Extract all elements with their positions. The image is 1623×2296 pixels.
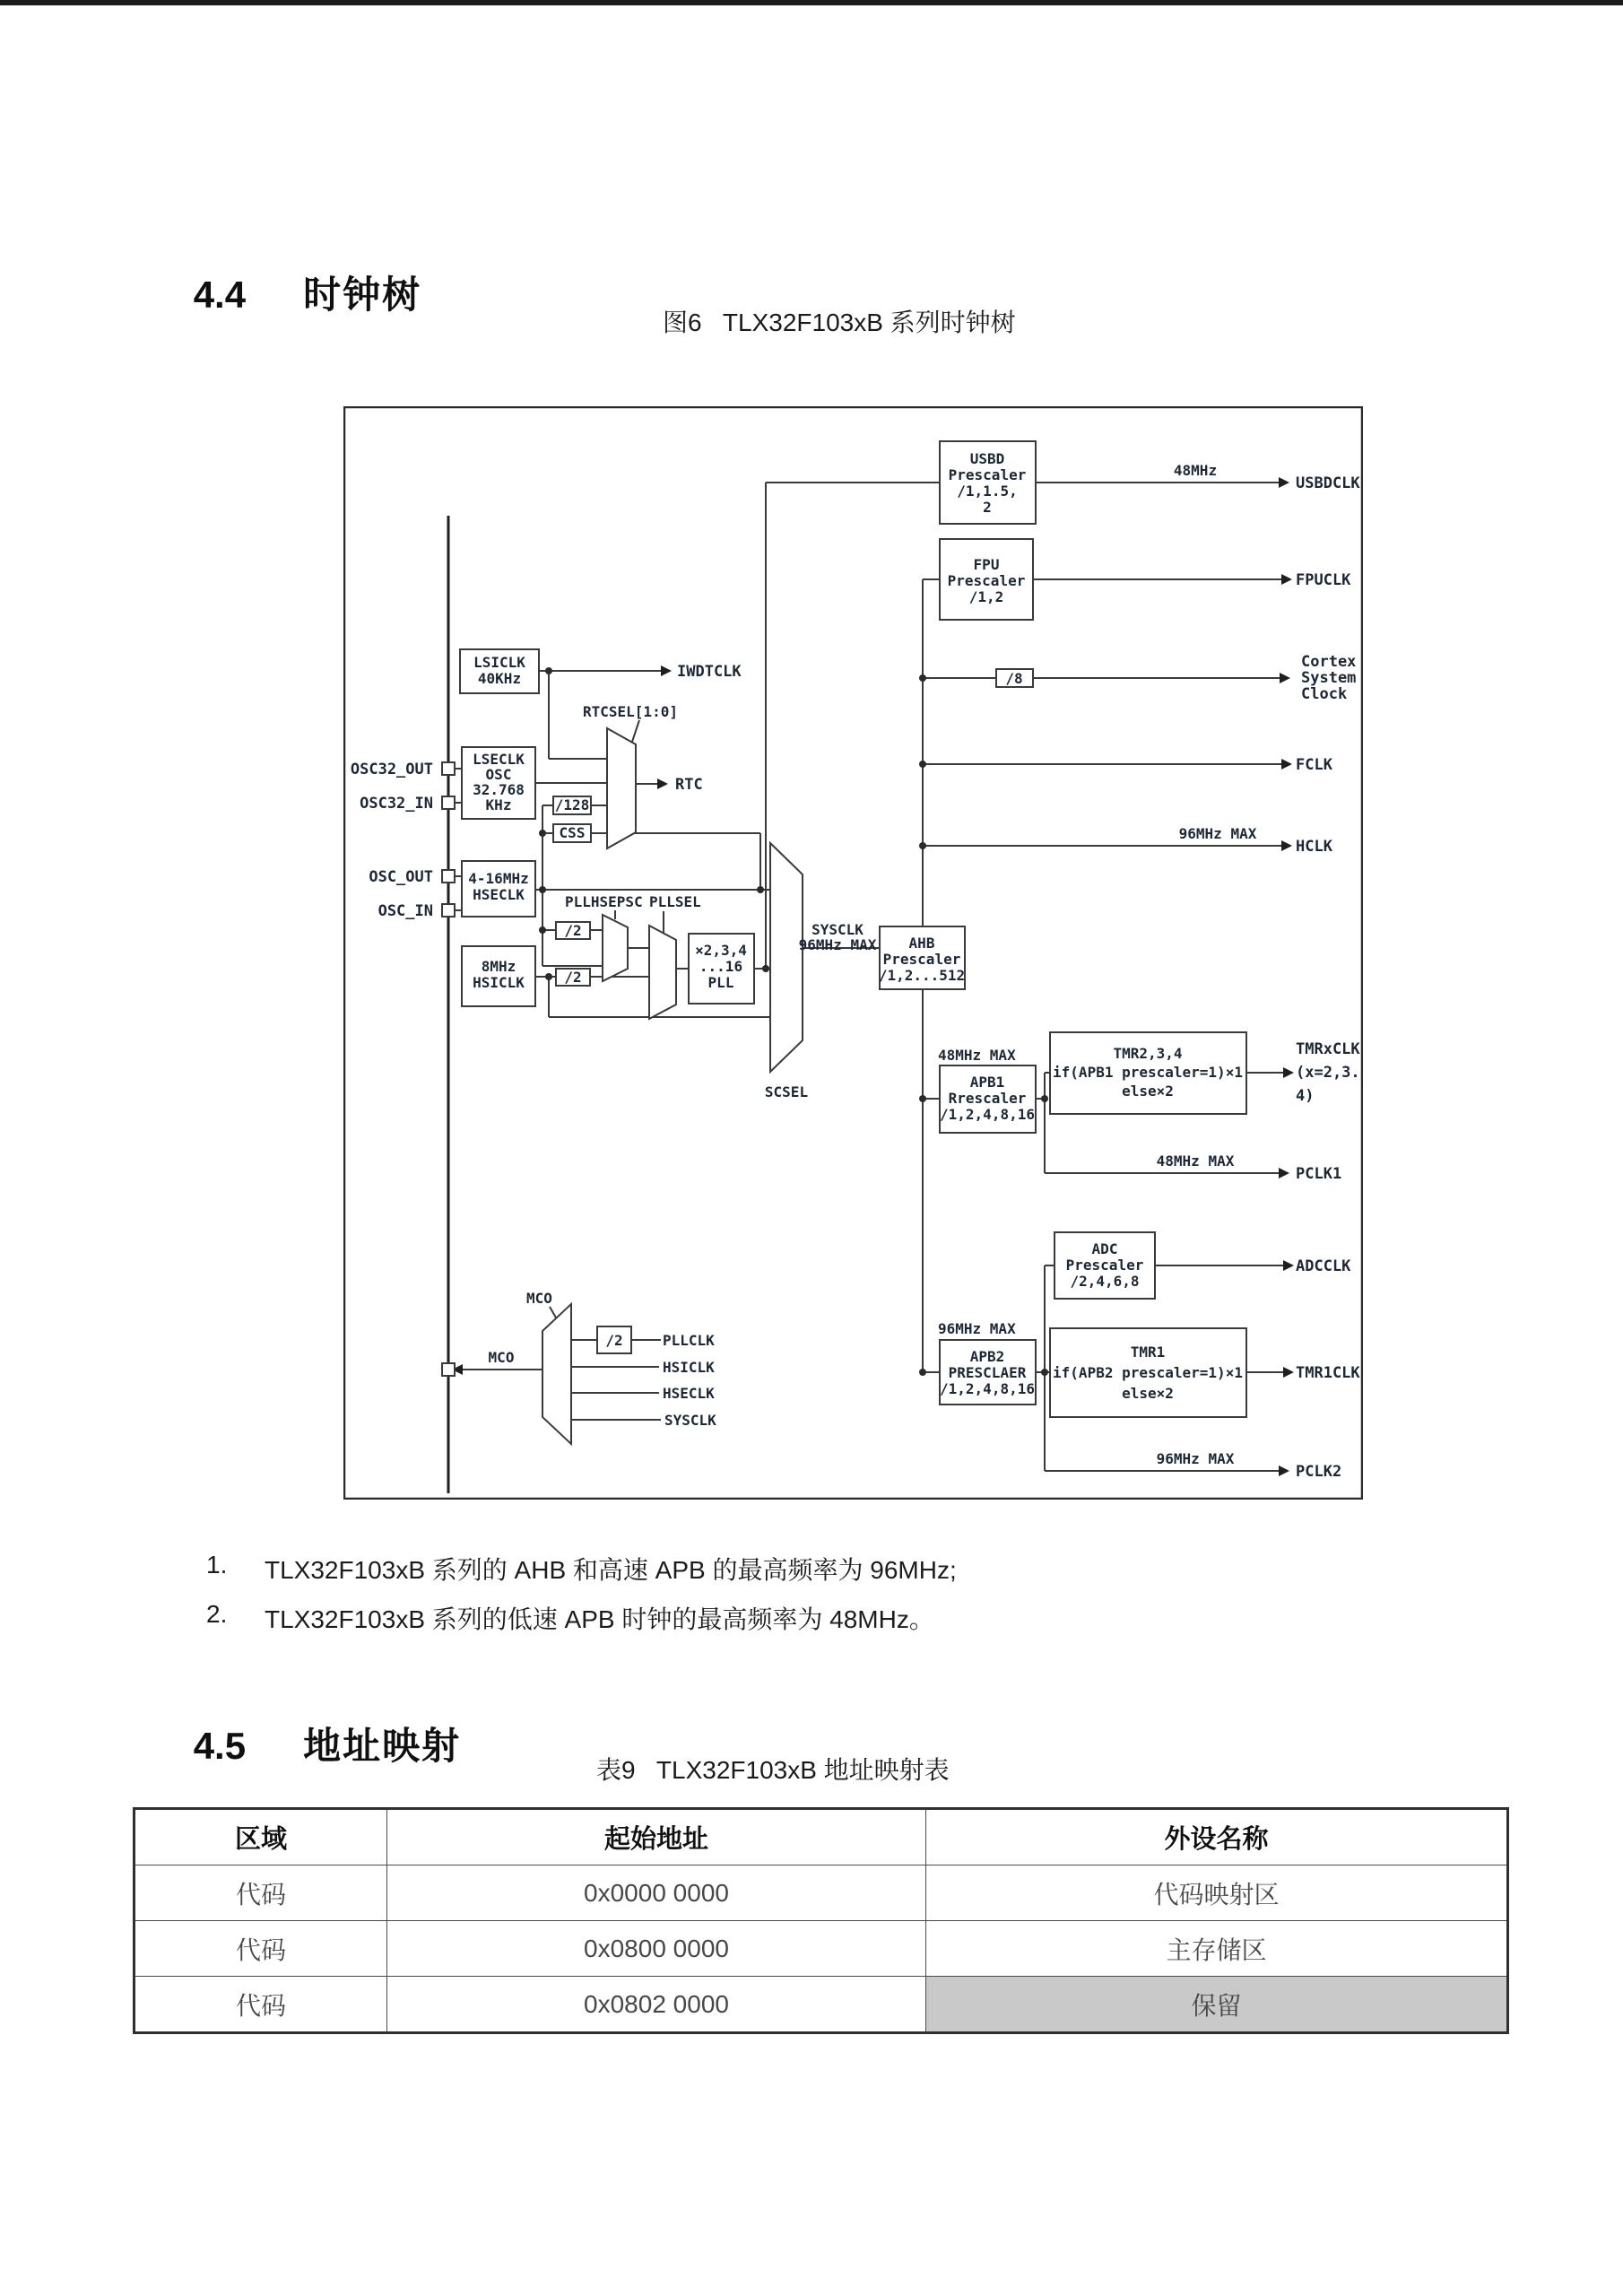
osc32-in-pin bbox=[442, 796, 455, 809]
note-2-number: 2. bbox=[206, 1600, 228, 1628]
rtcsel-label: RTCSEL[1:0] bbox=[583, 703, 678, 720]
address-map-table bbox=[133, 1807, 1509, 2034]
tmr234-line2: if(APB1 prescaler=1)×1 bbox=[1053, 1064, 1243, 1081]
cell-region: 代码 bbox=[135, 1921, 387, 1977]
fclk-label: FCLK bbox=[1296, 756, 1332, 774]
div2-hse-label: /2 bbox=[564, 922, 582, 939]
pllhsepsc-label: PLLHSEPSC bbox=[565, 893, 643, 910]
section-title: 时钟树 bbox=[303, 274, 422, 316]
note-1-text: TLX32F103xB 系列的 AHB 和高速 APB 的最高频率为 96MHz; bbox=[265, 1556, 957, 1584]
cortex-line1: Cortex bbox=[1301, 653, 1357, 671]
div128-label: /128 bbox=[554, 796, 590, 813]
cortex-line3: Clock bbox=[1301, 685, 1348, 703]
cell-region: 代码 bbox=[135, 1866, 387, 1921]
section-4-5-heading bbox=[152, 1674, 461, 1813]
adc-line1: ADC bbox=[1091, 1240, 1118, 1257]
rtc-label: RTC bbox=[675, 776, 703, 794]
osc32-out-label: OSC32_OUT bbox=[350, 761, 433, 778]
usbd-line2: Prescaler bbox=[948, 466, 1027, 483]
cell-region: 代码 bbox=[135, 1977, 387, 2033]
hse-line1: 4-16MHz bbox=[468, 870, 529, 887]
mco-hsiclk-label: HSICLK bbox=[663, 1359, 715, 1376]
tmr1-line2: if(APB2 prescaler=1)×1 bbox=[1053, 1364, 1243, 1381]
lse-line2: OSC bbox=[485, 766, 512, 783]
table-caption: 表9 TLX32F103xB 地址映射表 bbox=[596, 1756, 950, 1784]
tmr1clk-label: TMR1CLK bbox=[1296, 1364, 1360, 1382]
tmrxclk-line2: (x=2,3. bbox=[1296, 1064, 1360, 1082]
hsi-line2: HSICLK bbox=[473, 974, 525, 991]
fpu-line1: FPU bbox=[973, 556, 1000, 573]
apb2-max-label: 96MHz MAX bbox=[938, 1320, 1016, 1337]
section-number: 4.5 bbox=[193, 1725, 247, 1767]
table-row bbox=[135, 1866, 1508, 1921]
table-row bbox=[135, 1977, 1508, 2033]
pclk2-max-label: 96MHz MAX bbox=[1156, 1450, 1235, 1467]
mco-line-label: MCO bbox=[488, 1349, 515, 1366]
figure-caption: 图6 TLX32F103xB 系列时钟树 bbox=[663, 309, 1016, 336]
scsel-mux bbox=[770, 843, 803, 1072]
fpuclk-label: FPUCLK bbox=[1296, 571, 1351, 589]
hclk-label: HCLK bbox=[1296, 838, 1332, 856]
note-1-number: 1. bbox=[206, 1551, 228, 1578]
col-header-region: 区域 bbox=[135, 1809, 387, 1866]
col-header-peripheral-name: 外设名称 bbox=[926, 1809, 1508, 1866]
sysclk-label: SYSCLK bbox=[812, 921, 864, 938]
usbd-line1: USBD bbox=[969, 450, 1005, 467]
mco-pin bbox=[442, 1363, 455, 1376]
pllhsepsc-mux bbox=[603, 915, 628, 981]
div8-label: /8 bbox=[1005, 670, 1023, 687]
osc32-in-label: OSC32_IN bbox=[360, 795, 433, 813]
apb2-line3: /1,2,4,8,16 bbox=[940, 1380, 1035, 1397]
col-header-start-address: 起始地址 bbox=[387, 1809, 926, 1866]
tmrxclk-line3: 4) bbox=[1296, 1087, 1315, 1105]
hsi-line1: 8MHz bbox=[481, 958, 516, 975]
cell-start-address: 0x0802 0000 bbox=[387, 1977, 926, 2033]
cell-start-address: 0x0000 0000 bbox=[387, 1866, 926, 1921]
tmr234-line1: TMR2,3,4 bbox=[1113, 1045, 1183, 1062]
lse-line3: 32.768 bbox=[473, 781, 525, 798]
page-top-edge bbox=[0, 0, 1623, 5]
tmr234-line3: else×2 bbox=[1122, 1083, 1174, 1100]
pll-line1: ×2,3,4 bbox=[695, 942, 747, 959]
lsi-line1: LSICLK bbox=[473, 654, 525, 671]
mco-mux-label: MCO bbox=[526, 1290, 552, 1307]
apb1-line2: Rrescaler bbox=[948, 1090, 1027, 1107]
rtcsel-mux bbox=[607, 728, 636, 848]
usbdclk-label: USBDCLK bbox=[1296, 474, 1360, 492]
note-2-text: TLX32F103xB 系列的低速 APB 时钟的最高频率为 48MHz。 bbox=[265, 1605, 934, 1633]
css-label: CSS bbox=[559, 824, 586, 841]
apb2-line1: APB2 bbox=[969, 1348, 1005, 1365]
apb1-line1: APB1 bbox=[969, 1074, 1005, 1091]
osc-out-pin bbox=[442, 870, 455, 883]
mco-sysclk-label: SYSCLK bbox=[664, 1412, 716, 1429]
cell-start-address: 0x0800 0000 bbox=[387, 1921, 926, 1977]
cortex-line2: System bbox=[1301, 669, 1357, 687]
fpu-line2: Prescaler bbox=[947, 572, 1026, 589]
div2-hsi-label: /2 bbox=[564, 969, 582, 986]
cell-peripheral-name-reserved: 保留 bbox=[926, 1977, 1508, 2033]
scsel-label: SCSEL bbox=[764, 1083, 809, 1100]
cell-peripheral-name: 代码映射区 bbox=[926, 1866, 1508, 1921]
mco-div2-label: /2 bbox=[605, 1332, 623, 1349]
usbd-48mhz-label: 48MHz bbox=[1173, 462, 1218, 479]
ahb-line2: Prescaler bbox=[882, 951, 961, 968]
usbd-line3: /1,1.5, bbox=[957, 483, 1018, 500]
pllsel-label: PLLSEL bbox=[649, 893, 701, 910]
lse-line1: LSECLK bbox=[473, 751, 525, 768]
mco-hseclk-label: HSECLK bbox=[663, 1385, 715, 1402]
adcclk-label: ADCCLK bbox=[1296, 1257, 1351, 1275]
table-header-row bbox=[135, 1809, 1508, 1866]
hclk-max-label: 96MHz MAX bbox=[1178, 825, 1257, 842]
lsi-line2: 40KHz bbox=[477, 670, 522, 687]
hse-line2: HSECLK bbox=[473, 886, 525, 903]
section-title: 地址映射 bbox=[303, 1725, 462, 1767]
table-row bbox=[135, 1921, 1508, 1977]
osc-in-label: OSC_IN bbox=[378, 902, 433, 920]
pllsel-mux bbox=[649, 926, 676, 1019]
osc32-out-pin bbox=[442, 762, 455, 775]
sysclk-max-label: 96MHz MAX bbox=[798, 936, 877, 953]
clock-tree-diagram bbox=[343, 406, 1363, 1504]
ahb-line3: /1,2...512 bbox=[878, 967, 966, 984]
adc-line3: /2,4,6,8 bbox=[1070, 1273, 1140, 1290]
usbd-line4: 2 bbox=[983, 499, 992, 516]
mco-pllclk-label: PLLCLK bbox=[663, 1332, 715, 1349]
fpu-line3: /1,2 bbox=[968, 588, 1004, 605]
osc-out-label: OSC_OUT bbox=[369, 868, 433, 886]
pclk2-label: PCLK2 bbox=[1296, 1463, 1342, 1481]
apb1-line3: /1,2,4,8,16 bbox=[940, 1106, 1035, 1123]
tmr1-line1: TMR1 bbox=[1130, 1344, 1166, 1361]
pclk1-max-label: 48MHz MAX bbox=[1156, 1152, 1235, 1170]
pll-line2: ...16 bbox=[699, 958, 743, 975]
tmrxclk-line1: TMRxCLK bbox=[1296, 1040, 1360, 1058]
tmr1-line3: else×2 bbox=[1122, 1385, 1174, 1402]
apb1-max-label: 48MHz MAX bbox=[938, 1047, 1016, 1064]
pll-line3: PLL bbox=[707, 974, 734, 991]
osc-in-pin bbox=[442, 904, 455, 917]
clock-tree-svg bbox=[343, 406, 1363, 1500]
ahb-line1: AHB bbox=[908, 935, 935, 952]
section-number: 4.4 bbox=[193, 274, 247, 316]
cell-peripheral-name: 主存储区 bbox=[926, 1921, 1508, 1977]
pclk1-label: PCLK1 bbox=[1296, 1165, 1342, 1183]
adc-line2: Prescaler bbox=[1065, 1257, 1144, 1274]
lse-line4: KHz bbox=[485, 796, 512, 813]
iwdtclk-label: IWDTCLK bbox=[677, 663, 742, 681]
section-4-4-heading bbox=[152, 222, 421, 362]
apb2-line2: PRESCLAER bbox=[948, 1364, 1027, 1381]
mco-mux bbox=[542, 1304, 571, 1444]
